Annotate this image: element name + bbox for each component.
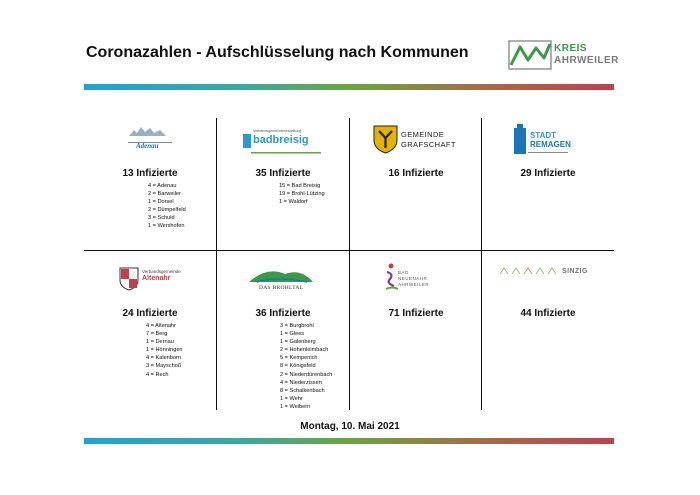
list-item: 1 = Wershofen [148, 223, 185, 230]
count-remagen: 29 Infizierte [520, 168, 576, 179]
list-item: 2 = Niederdürenbach [280, 371, 333, 378]
list-item: 1 = Waldorf [279, 199, 308, 206]
count-altenahr: 24 Infizierte [122, 308, 178, 319]
list-item: 1 = Glees [280, 331, 305, 338]
list-item: 4 = Adenau [148, 183, 177, 189]
list-item: 15 = Bad Breisig [279, 183, 321, 189]
top-gradient-bar [84, 84, 614, 90]
list-item: 2 = Dümpelfeld [148, 207, 186, 214]
castle-icon [84, 122, 216, 156]
list-brohltal [217, 322, 349, 411]
sinzig-icons [482, 262, 614, 296]
grafschaft-logo [350, 122, 482, 156]
report-date: Montag, 10. Mai 2021 [300, 421, 400, 432]
list-item: 1 = Galenberg [280, 339, 316, 346]
list-item: 5 = Kempenich [280, 355, 318, 362]
kreis-logo-icon [508, 40, 552, 70]
list-item: 4 = Altenahr [146, 323, 177, 329]
kreis-ahrweiler-logo [508, 40, 618, 70]
count-bad-neuenahr: 71 Infizierte [388, 308, 444, 319]
cell-altenahr [84, 258, 216, 404]
list-item: 2 = Barweiler [148, 191, 181, 198]
bad-breisig-small-text: Verbandsgemeindeverwaltung [253, 129, 302, 133]
kreis-logo-line1: KREIS [554, 43, 588, 54]
list-item: 2 = Hohenleimbach [280, 347, 329, 354]
bottom-gradient-bar [84, 438, 614, 444]
cell-brohltal [217, 258, 349, 410]
bad-neuenahr-logo-line1: BAD [398, 270, 409, 275]
remagen-logo [482, 122, 614, 156]
cell-bad-neuenahr [350, 258, 482, 404]
list-item: 4 = Kalenborn [146, 355, 181, 362]
grafschaft-logo-line2: GRAFSCHAFT [401, 140, 456, 149]
count-bad-breisig: 35 Infizierte [255, 168, 311, 179]
adenau-logo-text: Adenau [136, 142, 159, 150]
list-item: 1 = Hönningen [146, 347, 183, 354]
bad-breisig-logo-text: badbreisig [253, 134, 309, 146]
cell-grafschaft [350, 118, 482, 264]
cell-sinzig [482, 258, 614, 404]
kreis-logo-line2: AHRWEILER [554, 55, 619, 66]
list-item: 3 = Schuld [148, 215, 175, 222]
altenahr-logo-line1: Verbandsgemeinde [142, 269, 181, 274]
sinzig-logo-text: SINZIG [562, 268, 588, 275]
list-altenahr [84, 322, 216, 379]
brohltal-logo [217, 262, 349, 296]
brohltal-logo-text: DAS BROHLTAL [259, 285, 304, 291]
page-title: Coronazahlen - Aufschlüsselung nach Kommunen [86, 44, 469, 61]
coat-of-arms-icon [350, 122, 482, 156]
list-item: 19 = Brohl-Lützing [279, 191, 325, 198]
list-item: 7 = Berg [146, 331, 168, 338]
list-item: 3 = Burgbrohl [280, 323, 314, 329]
cell-adenau [84, 118, 216, 264]
list-item: 8 = Schalkenbach [280, 387, 325, 394]
sinzig-logo [482, 262, 614, 296]
remagen-logo-line2: REMAGEN [530, 140, 571, 149]
list-item: 1 = Dorsel [148, 199, 174, 206]
grafschaft-logo-line1: GEMEINDE [401, 130, 445, 139]
remagen-logo-line1: STADT [530, 131, 557, 140]
list-adenau [84, 182, 216, 231]
altenahr-logo [84, 262, 216, 296]
count-grafschaft: 16 Infizierte [388, 168, 444, 179]
list-item: 8 = Königsfeld [280, 363, 316, 370]
bad-breisig-logo [217, 122, 349, 156]
list-item: 4 = Niederzissen [280, 379, 322, 386]
list-item: 1 = Dernau [146, 339, 174, 346]
list-item: 1 = Wehr [280, 395, 303, 402]
bad-neuenahr-logo-line3: AHRWEILER [398, 282, 430, 287]
bad-neuenahr-logo-line2: NEUENAHR [398, 276, 428, 281]
altenahr-logo-line2: Altenahr [142, 275, 171, 282]
count-sinzig: 44 Infizierte [520, 308, 576, 319]
list-bad-breisig [217, 182, 349, 206]
municipality-grid [84, 118, 614, 410]
cell-remagen [482, 118, 614, 264]
bad-neuenahr-logo [350, 262, 482, 296]
count-adenau: 13 Infizierte [122, 168, 178, 179]
cell-bad-breisig [217, 118, 349, 264]
adenau-logo [84, 122, 216, 156]
list-item: 1 = Weibern [280, 403, 311, 410]
count-brohltal: 36 Infizierte [255, 308, 311, 319]
list-item: 3 = Mayschoß [146, 363, 182, 370]
list-item: 4 = Rech [146, 371, 169, 378]
